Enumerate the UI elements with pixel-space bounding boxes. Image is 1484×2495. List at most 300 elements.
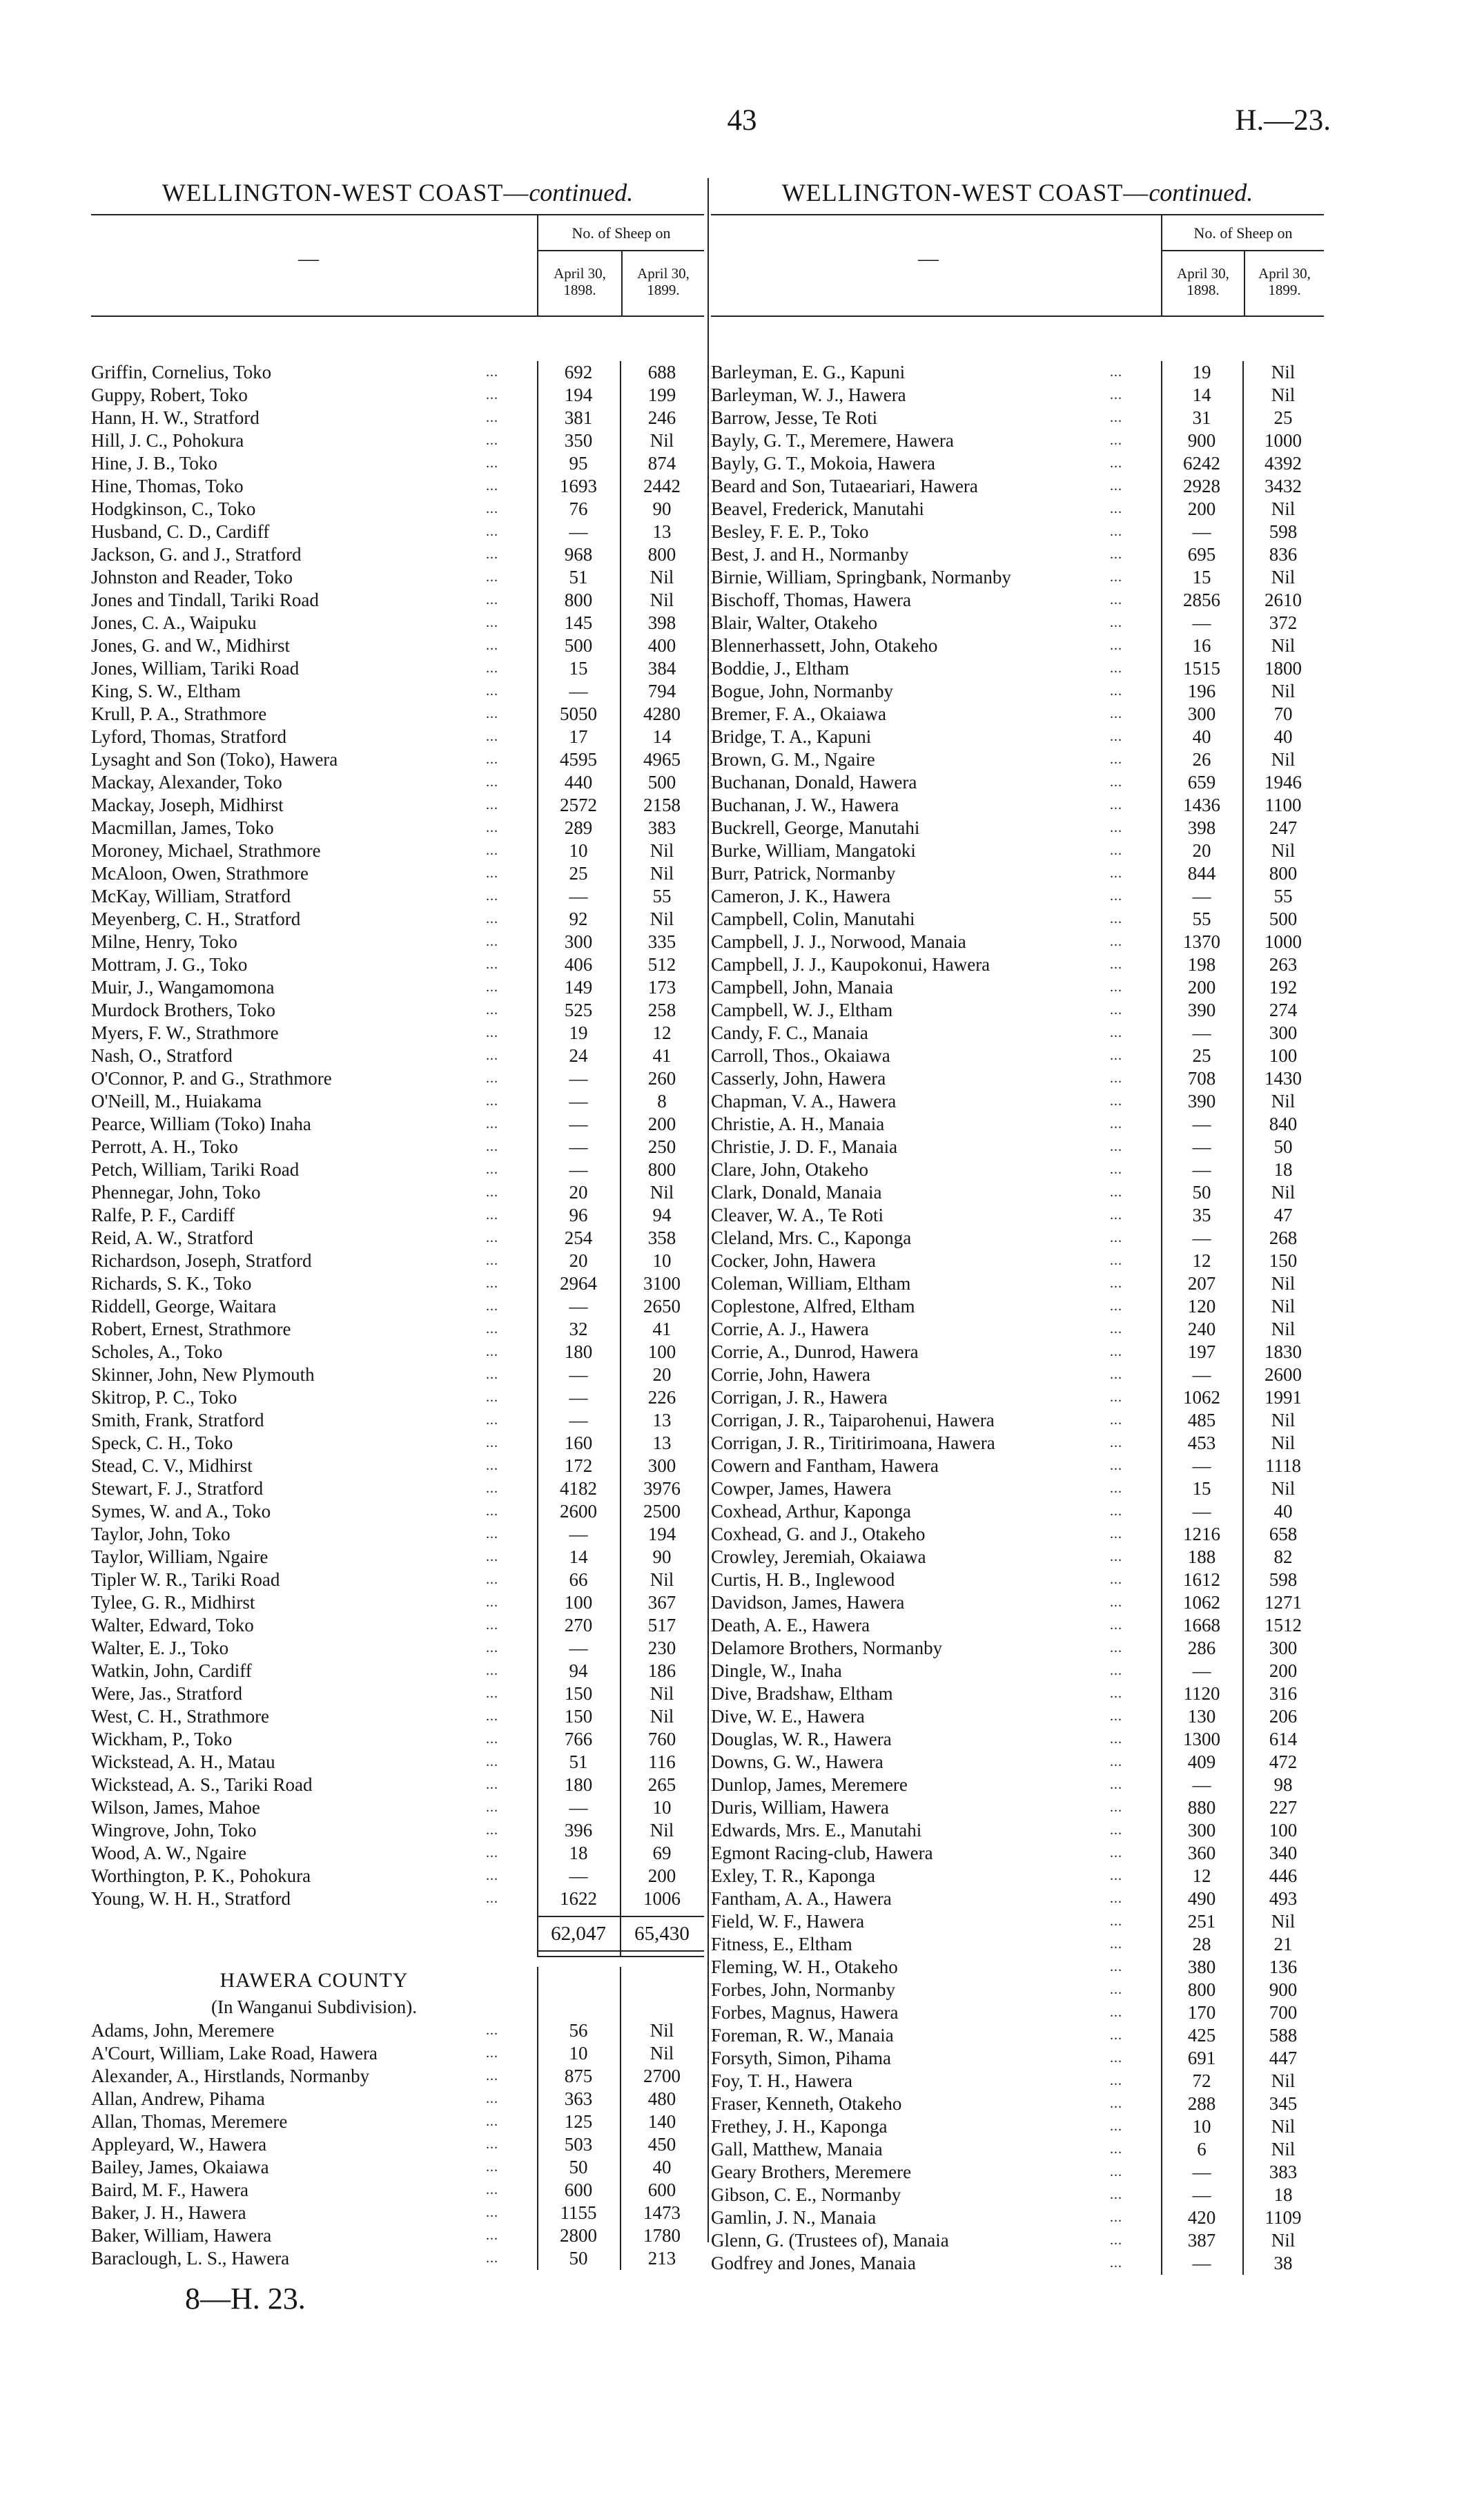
- leader-dots: ...: [486, 1139, 498, 1154]
- table-row: [91, 612, 704, 634]
- sheep-1898: —: [569, 1410, 588, 1430]
- leader-dots: ...: [1110, 1709, 1122, 1724]
- leader-dots: ...: [486, 797, 498, 813]
- sheep-1899: Nil: [650, 590, 674, 610]
- holder-name: Corrie, A., Dunrod, Hawera: [711, 1341, 919, 1362]
- table-row: [91, 407, 704, 429]
- table-row: [91, 1728, 704, 1751]
- table-row: [711, 2024, 1324, 2047]
- sheep-1899: 100: [1269, 1820, 1298, 1841]
- holder-name: Walter, E. J., Toko: [91, 1638, 229, 1658]
- sheep-1898: 288: [1187, 2093, 1216, 2114]
- sheep-1898: 1120: [1183, 1683, 1220, 1704]
- leader-dots: ...: [1110, 433, 1122, 448]
- leader-dots: ...: [1110, 1094, 1122, 1109]
- holder-name: Taylor, John, Toko: [91, 1524, 231, 1544]
- sheep-1898: 500: [564, 635, 593, 656]
- leader-dots: ...: [486, 1868, 498, 1883]
- sheep-1899: Nil: [1271, 1433, 1296, 1453]
- table-row: [711, 1295, 1324, 1318]
- left-table-header: [91, 214, 704, 317]
- county-heading-block: [91, 1967, 704, 2019]
- county-subtitle: (In Wanganui Subdivision).: [211, 1997, 418, 2017]
- sheep-1898: 15: [569, 658, 588, 679]
- sheep-1899: 1830: [1265, 1341, 1302, 1362]
- table-row: [711, 612, 1324, 634]
- table-row: [711, 885, 1324, 908]
- leader-dots: ...: [1110, 1936, 1122, 1952]
- county-table-body: [91, 2019, 704, 2270]
- leader-dots: ...: [1110, 2233, 1122, 2248]
- holder-name: Forsyth, Simon, Pihama: [711, 2048, 892, 2068]
- sheep-1899: 384: [647, 658, 676, 679]
- holder-name: Barleyman, W. J., Hawera: [711, 385, 906, 405]
- sheep-1898: —: [1192, 1455, 1211, 1476]
- sheep-1899: 247: [1269, 817, 1298, 838]
- holder-name: Fleming, W. H., Otakeho: [711, 1957, 898, 1977]
- sheep-1899: Nil: [650, 430, 674, 451]
- sheep-1898: 149: [564, 977, 593, 998]
- holder-name: Exley, T. R., Kaponga: [711, 1865, 875, 1886]
- holder-name: Campbell, J. J., Norwood, Manaia: [711, 931, 966, 952]
- leader-dots: ...: [486, 2251, 498, 2266]
- table-row: [91, 839, 704, 862]
- holder-name: Wilson, James, Mahoe: [91, 1797, 260, 1818]
- holder-name: Clare, John, Otakeho: [711, 1159, 868, 1180]
- leader-dots: ...: [486, 1754, 498, 1769]
- sheep-1898: 196: [1187, 681, 1216, 701]
- table-row: [711, 1523, 1324, 1546]
- sheep-1898: 4595: [560, 749, 597, 770]
- sheep-1898: 1300: [1183, 1729, 1220, 1749]
- holder-name: Corrigan, J. R., Hawera: [711, 1387, 888, 1408]
- sheep-1898: 55: [1192, 909, 1211, 929]
- leader-dots: ...: [486, 410, 498, 425]
- sheep-1898: 4182: [560, 1478, 597, 1499]
- sheep-1898: —: [569, 681, 588, 701]
- holder-name: Hine, J. B., Toko: [91, 453, 217, 474]
- leader-dots: ...: [1110, 1185, 1122, 1200]
- sheep-count-title: No. of Sheep on: [1162, 215, 1324, 251]
- table-row: [711, 953, 1324, 976]
- holder-name: Corrie, John, Hawera: [711, 1364, 870, 1385]
- leader-dots: ...: [486, 2023, 498, 2038]
- sheep-1898: —: [569, 1364, 588, 1385]
- holder-name: King, S. W., Eltham: [91, 681, 241, 701]
- sheep-1898: 207: [1187, 1273, 1216, 1294]
- leader-dots: ...: [1110, 365, 1122, 380]
- leader-dots: ...: [1110, 1663, 1122, 1678]
- leader-dots: ...: [1110, 1002, 1122, 1018]
- holder-name: Nash, O., Stratford: [91, 1045, 233, 1066]
- table-row: [91, 1204, 704, 1227]
- sheep-1899: 840: [1269, 1114, 1298, 1134]
- table-row: [711, 726, 1324, 748]
- sheep-count-header: [537, 215, 704, 315]
- holder-name: Robert, Ernest, Strathmore: [91, 1319, 291, 1339]
- leader-dots: ...: [1110, 615, 1122, 630]
- leader-dots: ...: [486, 1094, 498, 1109]
- sheep-1898: 20: [569, 1250, 588, 1271]
- leader-dots: ...: [486, 1800, 498, 1815]
- holder-name: Walter, Edward, Toko: [91, 1615, 254, 1635]
- sheep-1898: 420: [1187, 2207, 1216, 2228]
- holder-name: Krull, P. A., Strathmore: [91, 703, 267, 724]
- holder-name: Cameron, J. K., Hawera: [711, 886, 891, 906]
- table-row: [711, 748, 1324, 771]
- leader-dots: ...: [486, 1162, 498, 1177]
- table-row: [711, 1158, 1324, 1181]
- sheep-1899: 268: [1269, 1227, 1298, 1248]
- year-1898-header: April 30, 1898.: [554, 265, 606, 298]
- leader-dots: ...: [486, 524, 498, 539]
- holder-name: Speck, C. H., Toko: [91, 1433, 233, 1453]
- table-row: [91, 2019, 704, 2042]
- leader-dots: ...: [486, 1071, 498, 1086]
- holder-name: Forbes, Magnus, Hawera: [711, 2002, 899, 2023]
- table-row: [91, 2224, 704, 2247]
- leader-dots: ...: [1110, 1845, 1122, 1861]
- table-row: [711, 1227, 1324, 1250]
- table-row: [91, 703, 704, 726]
- sheep-1899: Nil: [650, 863, 674, 884]
- sheep-1899: 3432: [1265, 476, 1302, 496]
- sheep-1899: 500: [1269, 909, 1298, 929]
- leader-dots: ...: [486, 866, 498, 881]
- left-table-body: [91, 361, 704, 1910]
- sheep-1898: 50: [569, 2157, 588, 2177]
- table-row: [711, 1614, 1324, 1637]
- table-row: [91, 748, 704, 771]
- leader-dots: ...: [1110, 1914, 1122, 1929]
- holder-name: Skinner, John, New Plymouth: [91, 1364, 315, 1385]
- holder-name: Stead, C. V., Midhirst: [91, 1455, 253, 1476]
- leader-dots: ...: [1110, 547, 1122, 562]
- holder-name: Chapman, V. A., Hawera: [711, 1091, 897, 1111]
- holder-name: Besley, F. E. P., Toko: [711, 521, 869, 542]
- leader-dots: ...: [1110, 1162, 1122, 1177]
- holder-name: Skitrop, P. C., Toko: [91, 1387, 237, 1408]
- holder-name: Gibson, C. E., Normanby: [711, 2184, 901, 2205]
- leader-dots: ...: [1110, 866, 1122, 881]
- sheep-1898: 1693: [560, 476, 597, 496]
- sheep-1898: 180: [564, 1774, 593, 1795]
- holder-name: Christie, J. D. F., Manaia: [711, 1136, 898, 1157]
- leader-dots: ...: [486, 1526, 498, 1542]
- leader-dots: ...: [486, 1663, 498, 1678]
- sheep-1899: 372: [1269, 612, 1298, 633]
- table-row: [711, 1500, 1324, 1523]
- leader-dots: ...: [1110, 706, 1122, 721]
- holder-name: Dive, W. E., Hawera: [711, 1706, 865, 1727]
- sheep-1898: 150: [564, 1706, 593, 1727]
- leader-dots: ...: [1110, 2119, 1122, 2134]
- holder-name: McAloon, Owen, Strathmore: [91, 863, 309, 884]
- holder-name: Baker, J. H., Hawera: [91, 2202, 246, 2223]
- sheep-1898: —: [569, 1296, 588, 1317]
- sheep-1898: 17: [569, 726, 588, 747]
- leader-dots: ...: [486, 2228, 498, 2243]
- sheep-1898: 10: [569, 2043, 588, 2064]
- sheep-1899: 116: [648, 1751, 676, 1772]
- leader-dots: ...: [1110, 683, 1122, 699]
- table-row: [91, 1158, 704, 1181]
- sheep-1898: 5050: [560, 703, 597, 724]
- table-row: [711, 475, 1324, 498]
- table-row: [711, 1819, 1324, 1842]
- holder-name: Cleland, Mrs. C., Kaponga: [711, 1227, 912, 1248]
- sheep-1898: 398: [1187, 817, 1216, 838]
- sheep-1898: 1436: [1183, 795, 1220, 815]
- table-row: [711, 2229, 1324, 2252]
- holder-name: Beavel, Frederick, Manutahi: [711, 498, 924, 519]
- sheep-1898: 96: [569, 1205, 588, 1225]
- sheep-1899: 1271: [1265, 1592, 1302, 1613]
- sheep-1899: 41: [652, 1045, 672, 1066]
- sheep-1899: 400: [647, 635, 676, 656]
- sheep-1899: Nil: [650, 1569, 674, 1590]
- table-row: [91, 794, 704, 817]
- leader-dots: ...: [1110, 1731, 1122, 1747]
- holder-name: Gall, Matthew, Manaia: [711, 2139, 883, 2159]
- table-row: [711, 1272, 1324, 1295]
- table-row: [711, 976, 1324, 999]
- table-row: [91, 885, 704, 908]
- table-row: [711, 1318, 1324, 1341]
- holder-name: Bridge, T. A., Kapuni: [711, 726, 872, 747]
- holder-name: Bayly, G. T., Mokoia, Hawera: [711, 453, 935, 474]
- leader-dots: ...: [1110, 387, 1122, 402]
- holder-name: Beard and Son, Tutaeariari, Hawera: [711, 476, 978, 496]
- sheep-1898: 51: [569, 567, 588, 588]
- table-row: [91, 1546, 704, 1569]
- sheep-1899: 206: [1269, 1706, 1298, 1727]
- sheep-1898: —: [1192, 1159, 1211, 1180]
- leader-dots: ...: [1110, 1481, 1122, 1496]
- sheep-1899: 874: [647, 453, 676, 474]
- sheep-1898: 32: [569, 1319, 588, 1339]
- table-row: [711, 1979, 1324, 2001]
- leader-dots: ...: [1110, 729, 1122, 744]
- table-row: [91, 1067, 704, 1090]
- right-table-header: [711, 214, 1324, 317]
- table-row: [91, 817, 704, 839]
- holder-name: Mackay, Joseph, Midhirst: [91, 795, 284, 815]
- leader-dots: ...: [486, 1481, 498, 1496]
- sheep-1898: 390: [1187, 1091, 1216, 1111]
- table-row: [711, 589, 1324, 612]
- leader-dots: ...: [486, 889, 498, 904]
- sheep-1898: 50: [569, 2248, 588, 2269]
- sheep-1898: 35: [1192, 1205, 1211, 1225]
- table-row: [91, 1432, 704, 1455]
- sheep-1899: 263: [1269, 954, 1298, 975]
- table-row: [91, 384, 704, 407]
- sheep-1898: 300: [1187, 703, 1216, 724]
- holder-name: Burr, Patrick, Normanby: [711, 863, 896, 884]
- table-row: [91, 1774, 704, 1796]
- table-row: [711, 2252, 1324, 2275]
- leader-dots: ...: [1110, 1959, 1122, 1974]
- holder-name: Forbes, John, Normanby: [711, 1979, 895, 2000]
- sheep-1898: 286: [1187, 1638, 1216, 1658]
- sheep-1898: 900: [1187, 430, 1216, 451]
- sheep-1899: 14: [652, 726, 672, 747]
- table-row: [711, 1409, 1324, 1432]
- table-row: [711, 2001, 1324, 2024]
- sheep-1898: 120: [1187, 1296, 1216, 1317]
- sheep-1899: Nil: [1271, 2139, 1296, 2159]
- sheep-1898: 251: [1187, 1911, 1216, 1932]
- sheep-1899: 274: [1269, 1000, 1298, 1020]
- sheep-1899: Nil: [1271, 1319, 1296, 1339]
- leader-dots: ...: [1110, 478, 1122, 494]
- sheep-1899: Nil: [1271, 840, 1296, 861]
- sheep-1898: 381: [564, 407, 593, 428]
- sheep-1898: 1668: [1183, 1615, 1220, 1635]
- table-row: [711, 1204, 1324, 1227]
- sheep-1899: 199: [647, 385, 676, 405]
- county-title: HAWERA COUNTY: [219, 1969, 409, 1992]
- holder-name: Casserly, John, Hawera: [711, 1068, 886, 1089]
- leader-dots: ...: [486, 1185, 498, 1200]
- table-row: [91, 1341, 704, 1363]
- right-column-title: [711, 171, 1324, 214]
- leader-dots: ...: [486, 843, 498, 858]
- sheep-1898: 160: [564, 1433, 593, 1453]
- sheep-1899: 82: [1273, 1546, 1293, 1567]
- sheep-1899: Nil: [650, 2020, 674, 2041]
- table-row: [91, 1022, 704, 1045]
- sheep-1899: 2700: [643, 2066, 681, 2086]
- sheep-1899: 227: [1269, 1797, 1298, 1818]
- sheep-1899: 258: [647, 1000, 676, 1020]
- sheep-1899: Nil: [1271, 681, 1296, 701]
- table-row: [91, 361, 704, 384]
- holder-name: Glenn, G. (Trustees of), Manaia: [711, 2230, 949, 2251]
- holder-name: Coleman, William, Eltham: [711, 1273, 911, 1294]
- holder-name: Worthington, P. K., Pohokura: [91, 1865, 311, 1886]
- sheep-1898: 360: [1187, 1843, 1216, 1863]
- sheep-1898: 200: [1187, 977, 1216, 998]
- table-row: [91, 2042, 704, 2065]
- holder-name: Geary Brothers, Meremere: [711, 2162, 912, 2182]
- table-row: [91, 771, 704, 794]
- holder-name: Moroney, Michael, Strathmore: [91, 840, 321, 861]
- table-row: [91, 2179, 704, 2202]
- holder-name: Best, J. and H., Normanby: [711, 544, 909, 565]
- holder-name: Jones, C. A., Waipuku: [91, 612, 257, 633]
- column-divider: [707, 178, 709, 2242]
- holder-name: Hann, H. W., Stratford: [91, 407, 260, 428]
- holder-name: Hill, J. C., Pohokura: [91, 430, 244, 451]
- table-row: [91, 1569, 704, 1591]
- table-row: [711, 1022, 1324, 1045]
- sheep-1899: 55: [1273, 886, 1293, 906]
- sheep-1899: 8: [657, 1091, 667, 1111]
- table-row: [711, 1113, 1324, 1136]
- table-row: [711, 1067, 1324, 1090]
- table-row: [711, 2184, 1324, 2206]
- table-row: [91, 1250, 704, 1272]
- left-column: [91, 171, 704, 2270]
- table-row: [711, 1136, 1324, 1158]
- year-1898-header: April 30, 1898.: [1177, 265, 1229, 298]
- sheep-1898: 200: [1187, 498, 1216, 519]
- holder-name: Egmont Racing-club, Hawera: [711, 1843, 933, 1863]
- table-row: [91, 1796, 704, 1819]
- sheep-1899: 1473: [643, 2202, 681, 2223]
- sheep-1899: Nil: [1271, 1296, 1296, 1317]
- sheep-1898: 145: [564, 612, 593, 633]
- leader-dots: ...: [1110, 889, 1122, 904]
- sheep-1898: —: [569, 1524, 588, 1544]
- holder-name: Richardson, Joseph, Stratford: [91, 1250, 312, 1271]
- leader-dots: ...: [1110, 843, 1122, 858]
- table-row: [711, 1728, 1324, 1751]
- holder-name: Burke, William, Mangatoki: [711, 840, 916, 861]
- sheep-1899: Nil: [650, 1683, 674, 1704]
- holder-name: Corrigan, J. R., Tiritirimoana, Hawera: [711, 1433, 995, 1453]
- sheep-1899: 265: [647, 1774, 676, 1795]
- sheep-1899: 4392: [1265, 453, 1302, 474]
- sheep-1898: —: [569, 1387, 588, 1408]
- sheep-1899: 55: [652, 886, 672, 906]
- table-row: [91, 657, 704, 680]
- sheep-1899: 335: [647, 931, 676, 952]
- holder-name: Appleyard, W., Hawera: [91, 2134, 267, 2155]
- right-column: [711, 171, 1324, 2275]
- sheep-1899: 450: [647, 2134, 676, 2155]
- leader-dots: ...: [486, 980, 498, 995]
- leader-dots: ...: [1110, 2028, 1122, 2043]
- holder-name: Petch, William, Tariki Road: [91, 1159, 300, 1180]
- sheep-1898: 14: [569, 1546, 588, 1567]
- leader-dots: ...: [1110, 1640, 1122, 1656]
- sheep-1898: 1612: [1183, 1569, 1220, 1590]
- sheep-1898: —: [1192, 2162, 1211, 2182]
- leader-dots: ...: [486, 638, 498, 653]
- sheep-1899: 700: [1269, 2002, 1298, 2023]
- sheep-1899: Nil: [1271, 2230, 1296, 2251]
- leader-dots: ...: [1110, 661, 1122, 676]
- holder-name: Campbell, W. J., Eltham: [711, 1000, 893, 1020]
- sheep-1899: Nil: [650, 909, 674, 929]
- table-row: [711, 1751, 1324, 1774]
- table-row: [711, 2070, 1324, 2093]
- leader-dots: ...: [1110, 1435, 1122, 1450]
- sheep-1899: 358: [647, 1227, 676, 1248]
- leader-dots: ...: [486, 1731, 498, 1747]
- sheep-1898: 25: [1192, 1045, 1211, 1066]
- leader-dots: ...: [486, 615, 498, 630]
- sheep-1899: 25: [1273, 407, 1293, 428]
- sheep-1899: 69: [652, 1843, 672, 1863]
- sheep-1898: 10: [569, 840, 588, 861]
- sheep-1899: 150: [1269, 1250, 1298, 1271]
- holder-name: Bayly, G. T., Meremere, Hawera: [711, 430, 954, 451]
- holder-name: Jones, G. and W., Midhirst: [91, 635, 291, 656]
- sheep-1898: 19: [569, 1022, 588, 1043]
- holder-name: Allan, Andrew, Pihama: [91, 2088, 265, 2109]
- table-row: [711, 1045, 1324, 1067]
- left-title-main: WELLINGTON-WEST COAST—: [162, 179, 529, 206]
- table-row: [91, 2110, 704, 2133]
- sheep-1899: 260: [647, 1068, 676, 1089]
- table-row: [711, 1842, 1324, 1865]
- sheep-1899: 688: [647, 362, 676, 382]
- holder-name: Tylee, G. R., Midhirst: [91, 1592, 255, 1613]
